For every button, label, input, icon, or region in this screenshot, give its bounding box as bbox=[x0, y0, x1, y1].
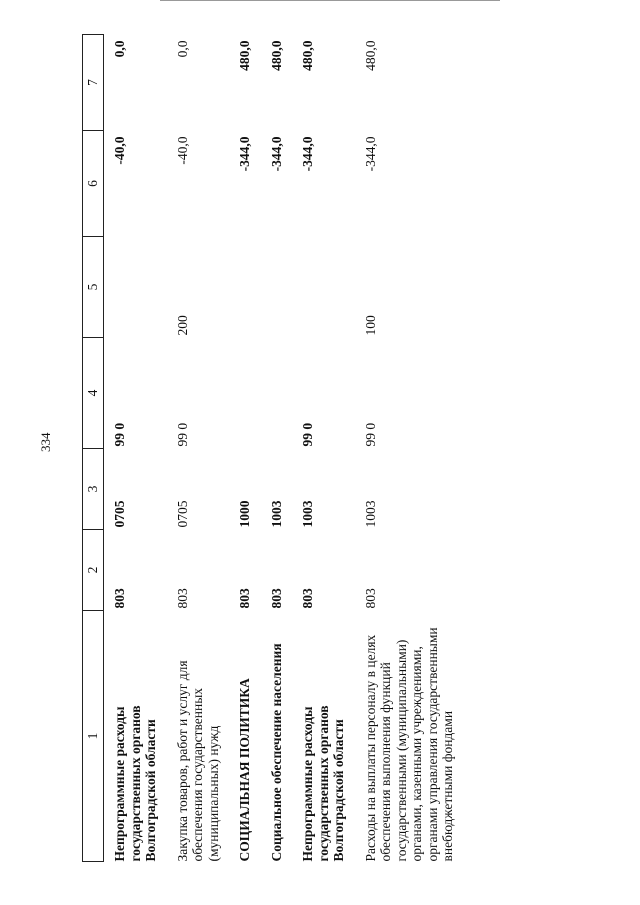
row-col6-cell: -40,0 bbox=[174, 136, 190, 165]
row-col4-cell: 99 0 bbox=[362, 422, 378, 447]
row-col7-cell: 480,0 bbox=[300, 40, 315, 71]
row-name-cell: Расходы на выплаты персоналу в целях обеспечения выполнения функций государственными (муниципальными) органами, казенными учреждениями, органами управления государственными внебюджетными фондами bbox=[362, 627, 455, 862]
table-body bbox=[104, 35, 464, 862]
col-header-5: 5 bbox=[83, 237, 104, 338]
row-col4-cell: 99 0 bbox=[300, 422, 315, 447]
row-col2-cell: 803 bbox=[237, 588, 252, 609]
table-row bbox=[167, 35, 230, 862]
row-col3-cell: 1003 bbox=[362, 500, 378, 528]
row-col6-cell: -344,0 bbox=[268, 136, 284, 172]
row-col5-cell bbox=[261, 237, 293, 338]
column-number-header bbox=[83, 35, 104, 862]
row-col3-cell: 0705 bbox=[174, 500, 190, 528]
row-col4-cell: 99 0 bbox=[174, 422, 190, 447]
table-row bbox=[292, 35, 355, 862]
row-col6-cell: -40,0 bbox=[112, 136, 127, 165]
row-col7-cell: 480,0 bbox=[362, 40, 378, 71]
table-row bbox=[261, 35, 293, 862]
row-name-cell: Непрограммные расходы государственных органов Волгоградской области bbox=[300, 705, 346, 862]
row-col3-cell: 1000 bbox=[237, 500, 252, 528]
top-rule bbox=[160, 0, 500, 1]
row-col7-cell: 480,0 bbox=[237, 40, 252, 71]
row-col2-cell: 803 bbox=[300, 588, 315, 609]
page-number: 334 bbox=[38, 432, 53, 452]
col-header-1: 1 bbox=[83, 611, 104, 862]
row-col5-cell bbox=[292, 237, 355, 338]
col-header-4: 4 bbox=[83, 338, 104, 449]
row-col4-cell bbox=[261, 338, 293, 449]
row-col7-cell: 0,0 bbox=[174, 40, 190, 58]
row-col4-cell: 99 0 bbox=[112, 422, 127, 447]
row-name-cell: СОЦИАЛЬНАЯ ПОЛИТИКА bbox=[237, 678, 252, 862]
table-row bbox=[355, 35, 464, 862]
row-col3-cell: 1003 bbox=[300, 500, 315, 528]
row-name-cell: Закупка товаров, работ и услуг для обеспечения государственных (муниципальных) нужд bbox=[174, 660, 221, 862]
row-col5-cell bbox=[229, 237, 261, 338]
row-col3-cell: 0705 bbox=[112, 500, 127, 528]
row-col5-cell: 100 bbox=[362, 315, 378, 336]
row-col6-cell: -344,0 bbox=[300, 136, 315, 172]
row-col5-cell: 200 bbox=[174, 315, 190, 336]
row-col6-cell: -344,0 bbox=[237, 136, 252, 172]
table-row bbox=[104, 35, 167, 862]
row-col5-cell bbox=[104, 237, 167, 338]
row-col2-cell: 803 bbox=[112, 588, 127, 609]
col-header-6: 6 bbox=[83, 131, 104, 237]
col-header-2: 2 bbox=[83, 530, 104, 611]
row-col6-cell: -344,0 bbox=[362, 136, 378, 172]
row-col4-cell bbox=[229, 338, 261, 449]
budget-table-sheet bbox=[82, 42, 502, 862]
row-name-cell: Социальное обеспечение населения bbox=[268, 643, 284, 862]
row-col2-cell: 803 bbox=[174, 588, 190, 609]
table-row bbox=[229, 35, 261, 862]
row-col2-cell: 803 bbox=[362, 588, 378, 609]
row-col7-cell: 480,0 bbox=[268, 40, 284, 71]
row-name-cell: Непрограммные расходы государственных органов Волгоградской области bbox=[112, 705, 158, 862]
row-col3-cell: 1003 bbox=[268, 500, 284, 528]
budget-table bbox=[82, 34, 464, 862]
row-col7-cell: 0,0 bbox=[112, 40, 127, 58]
col-header-7: 7 bbox=[83, 35, 104, 131]
col-header-3: 3 bbox=[83, 449, 104, 530]
row-col2-cell: 803 bbox=[268, 588, 284, 609]
